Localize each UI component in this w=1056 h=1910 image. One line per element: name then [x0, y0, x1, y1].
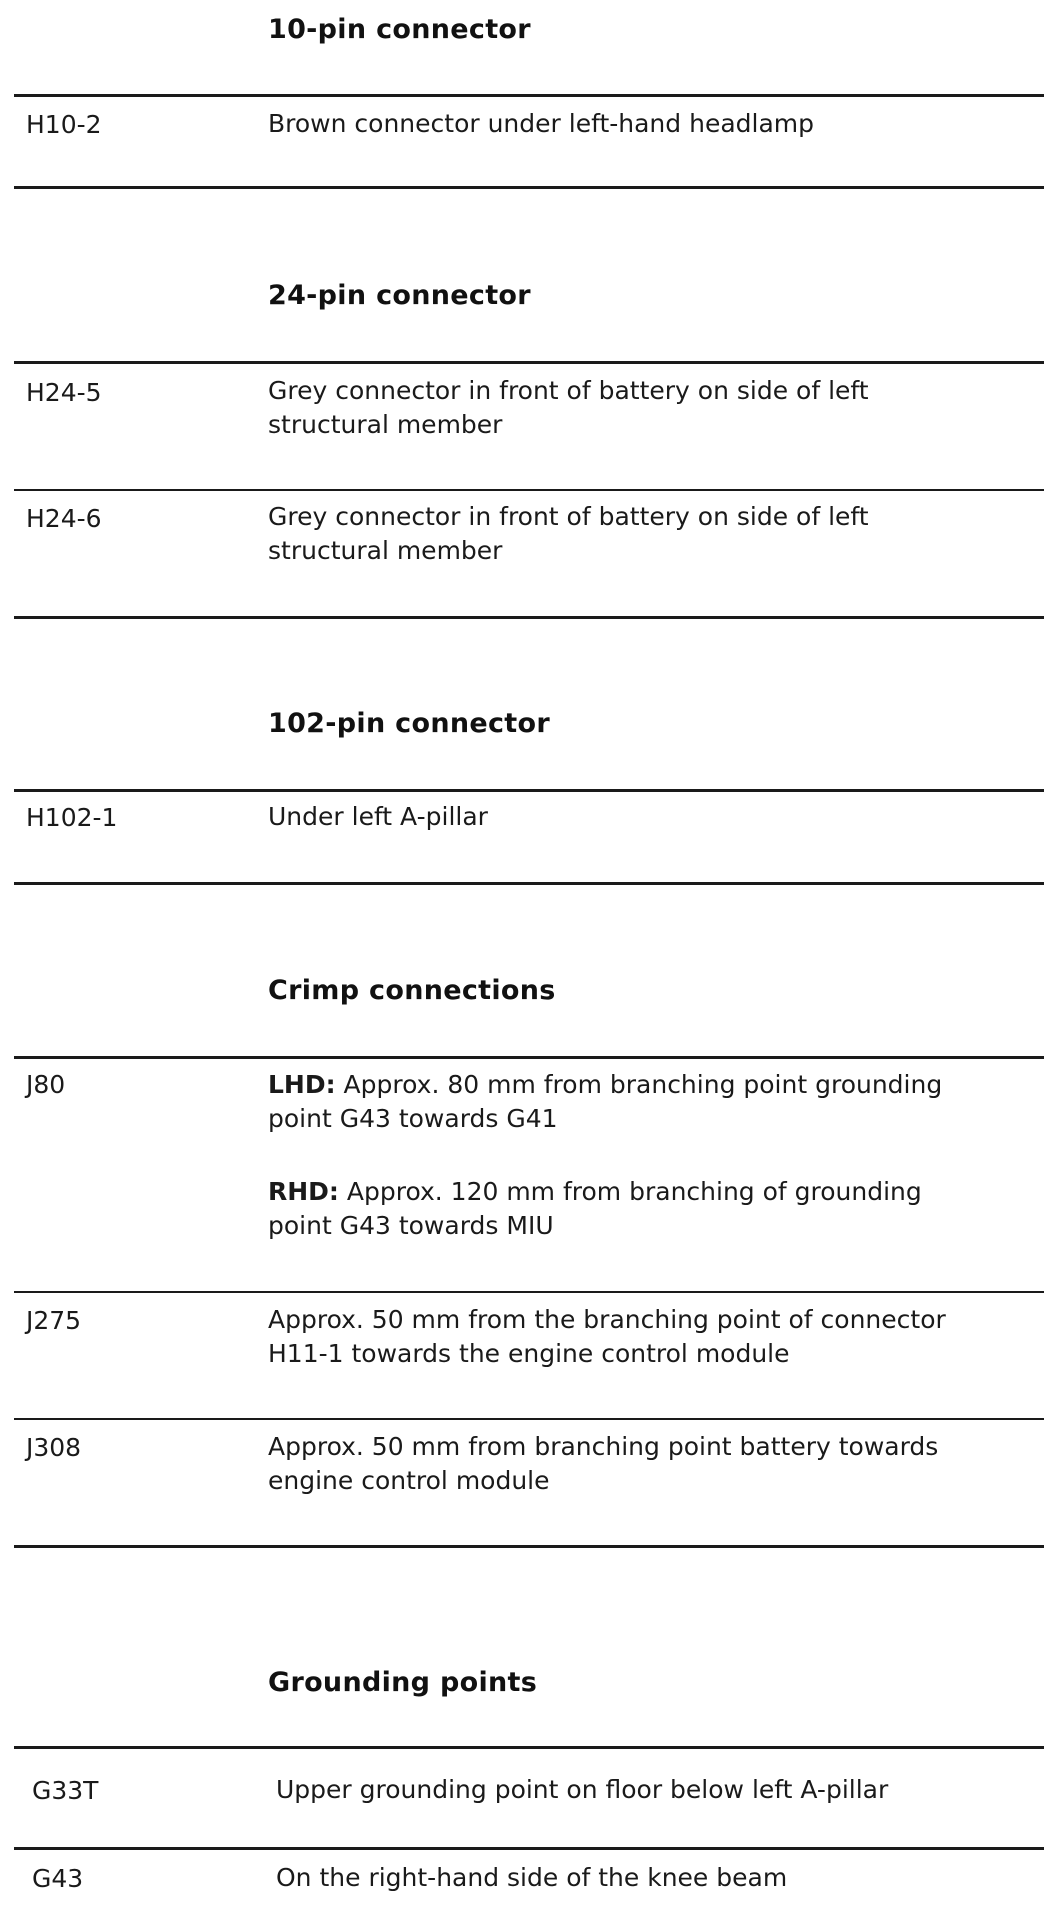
- crimp-description-rhd: [268, 1175, 1038, 1243]
- row-divider: [14, 1291, 1044, 1293]
- description-line: On the right-hand side of the knee beam: [276, 1863, 788, 1892]
- description-line: Under left A-pillar: [268, 802, 488, 831]
- description-line: Grey connector in front of battery on side of left: [268, 502, 869, 531]
- grounding-description: [276, 1861, 1046, 1895]
- grounding-code: G33T: [32, 1776, 99, 1805]
- connector-description: [268, 800, 1038, 834]
- row-divider: [14, 1418, 1044, 1420]
- lhd-label: LHD:: [268, 1070, 336, 1099]
- section-top-rule: [14, 789, 1044, 792]
- description-line: point G43 towards MIU: [268, 1211, 554, 1240]
- description-line: H11-1 towards the engine control module: [268, 1339, 790, 1368]
- section-heading-24-pin: 24-pin connector: [268, 280, 531, 311]
- description-line: point G43 towards G41: [268, 1104, 558, 1133]
- section-top-rule: [14, 361, 1044, 364]
- description-line: Approx. 50 mm from branching point battery towards: [268, 1432, 939, 1461]
- section-heading-grounding-points: Grounding points: [268, 1667, 538, 1698]
- connector-description: [268, 374, 1038, 442]
- description-line: [268, 1068, 1038, 1102]
- crimp-description: [268, 1430, 1038, 1498]
- section-bottom-rule: [14, 186, 1044, 189]
- connector-code: H24-6: [26, 504, 102, 533]
- description-line: engine control module: [268, 1466, 550, 1495]
- description-line: Grey connector in front of battery on side of left: [268, 376, 869, 405]
- crimp-description: [268, 1303, 1038, 1371]
- crimp-code: J80: [26, 1070, 66, 1099]
- section-bottom-rule: [14, 616, 1044, 619]
- description-line: Brown connector under left-hand headlamp: [268, 109, 814, 138]
- section-top-rule: [14, 1056, 1044, 1059]
- connector-description: [268, 107, 1038, 141]
- description-line: Approx. 50 mm from the branching point of connector: [268, 1305, 946, 1334]
- crimp-code: J308: [26, 1433, 82, 1462]
- rhd-text: Approx. 120 mm from branching of grounding: [338, 1177, 922, 1206]
- section-top-rule: [14, 1746, 1044, 1749]
- grounding-description: [276, 1773, 1046, 1807]
- section-heading-crimp-connections: Crimp connections: [268, 975, 556, 1006]
- lhd-text: Approx. 80 mm from branching point grounding: [335, 1070, 943, 1099]
- description-line: [268, 1175, 1038, 1209]
- section-bottom-rule: [14, 882, 1044, 885]
- crimp-code: J275: [26, 1306, 82, 1335]
- description-line: structural member: [268, 536, 503, 565]
- crimp-description-lhd: [268, 1068, 1038, 1136]
- connector-code: H102-1: [26, 803, 118, 832]
- connector-code: H10-2: [26, 110, 102, 139]
- description-line: structural member: [268, 410, 503, 439]
- rhd-label: RHD:: [268, 1177, 339, 1206]
- section-top-rule: [14, 94, 1044, 97]
- section-heading-10-pin: 10-pin connector: [268, 14, 531, 45]
- row-divider: [14, 489, 1044, 491]
- section-heading-102-pin: 102-pin connector: [268, 708, 550, 739]
- connector-description: [268, 500, 1038, 568]
- grounding-code: G43: [32, 1864, 84, 1893]
- connector-code: H24-5: [26, 378, 102, 407]
- row-divider: [14, 1847, 1044, 1850]
- description-line: Upper grounding point on floor below left A-pillar: [276, 1775, 889, 1804]
- section-bottom-rule: [14, 1545, 1044, 1548]
